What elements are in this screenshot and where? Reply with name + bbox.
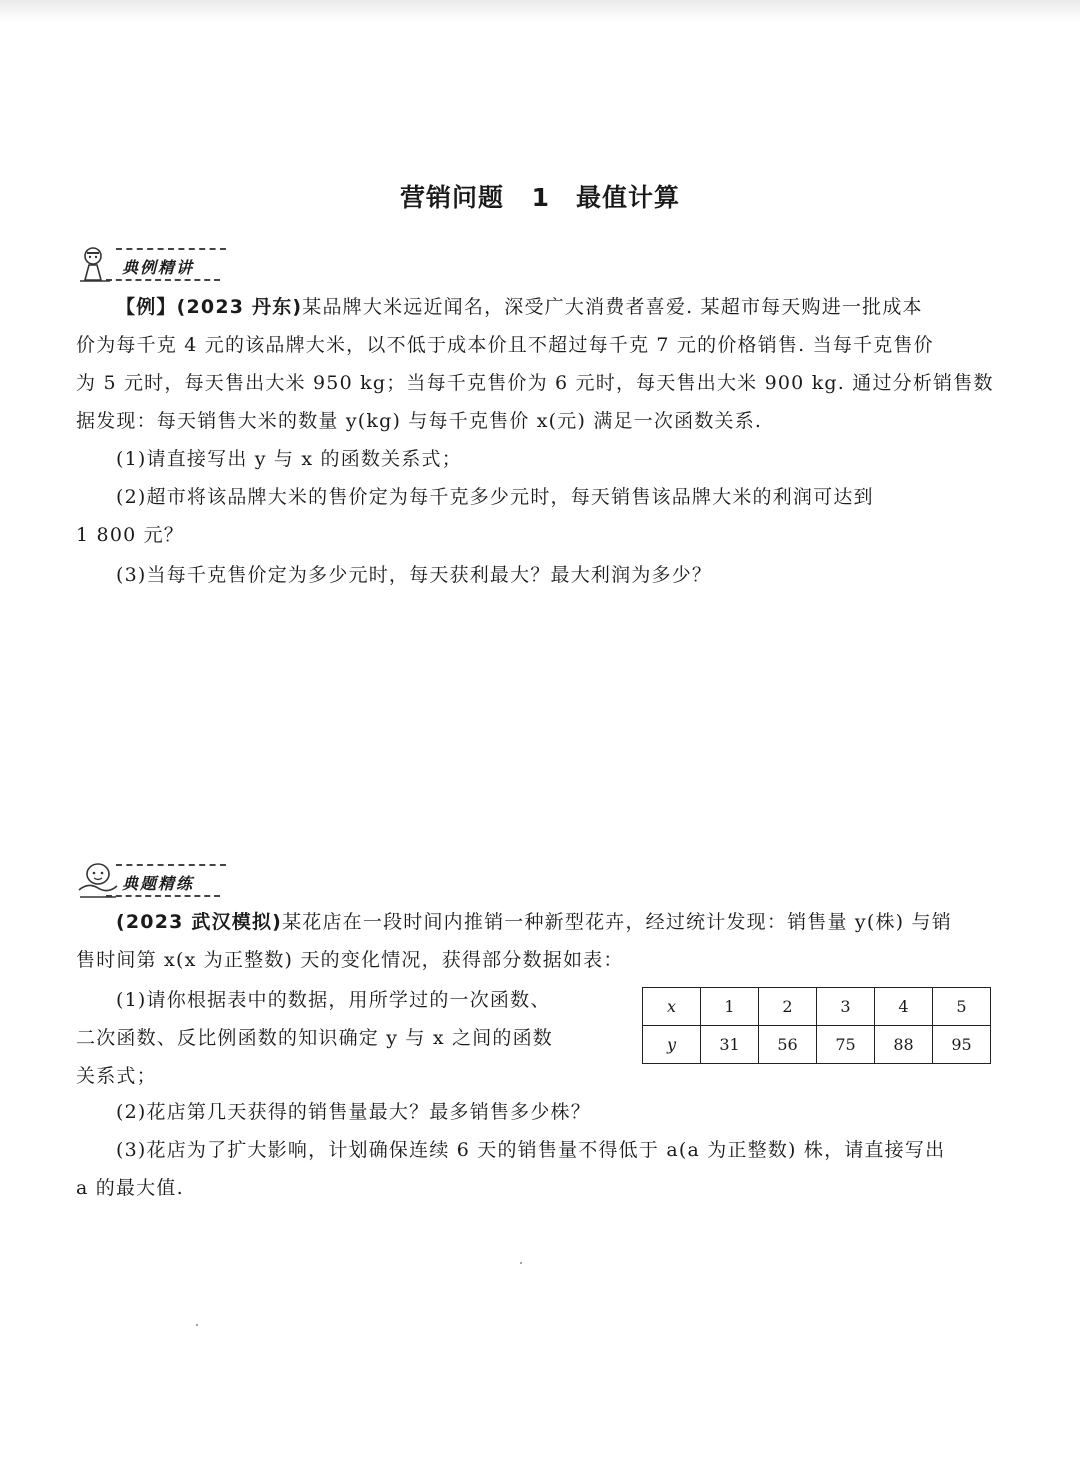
table-cell: 4 (875, 988, 933, 1026)
practice-question-2: (2)花店第几天获得的销售量最大？最多销售多少株？ (116, 1101, 591, 1123)
table-cell: 5 (933, 988, 991, 1026)
example-line-2: 价为每千克 4 元的该品牌大米，以不低于成本价且不超过每千克 7 元的价格销售. 当每千克售价 (76, 334, 934, 356)
practice-question-3 (76, 1131, 994, 1207)
badge-label: 典题精练 (122, 874, 195, 893)
practice-question-1 (76, 981, 616, 1095)
example-question-1: (1)请直接写出 y 与 x 的函数关系式； (116, 448, 462, 470)
practice-question-1-line-2: 二次函数、反比例函数的知识确定 y 与 x 之间的函数 (76, 1027, 554, 1049)
table-cell: 1 (701, 988, 759, 1026)
badge-dash-top (116, 864, 226, 866)
practice-paragraph (76, 903, 994, 979)
practice-question-1-line-3: 关系式； (76, 1065, 157, 1087)
scan-speck (196, 1324, 198, 1326)
table-cell: 95 (933, 1026, 991, 1064)
table-row-x (643, 988, 991, 1026)
practice-question-1-line-1: (1)请你根据表中的数据，用所学过的一次函数、 (116, 989, 551, 1011)
top-shadow (0, 0, 1080, 22)
practice-question-3-line-1: (3)花店为了扩大影响，计划确保连续 6 天的销售量不得低于 a(a 为正整数) 株，请直接写出 (116, 1139, 946, 1161)
example-question-2-line-1: (2)超市将该品牌大米的售价定为每千克多少元时，每天销售该品牌大米的利润可达到 (116, 486, 874, 508)
example-paragraph (76, 288, 994, 440)
table-cell: 56 (759, 1026, 817, 1064)
student-mascot-icon (76, 860, 120, 900)
practice-source: (2023 武汉模拟) (116, 911, 283, 933)
badge-label: 典例精讲 (122, 258, 195, 277)
example-line-1 (76, 288, 994, 326)
example-question-3: (3)当每千克售价定为多少元时，每天获利最大？最大利润为多少？ (116, 564, 713, 586)
table-row-y (643, 1026, 991, 1064)
teacher-mascot-icon (76, 244, 116, 284)
badge-dash-bottom (106, 895, 220, 897)
example-line-3: 为 5 元时，每天售出大米 950 kg；当每千克售价为 6 元时，每天售出大米 900 kg. 通过分析销售数 (76, 372, 994, 394)
section-badge-practice (76, 860, 226, 900)
practice-line-1 (76, 903, 994, 941)
table-cell: 31 (701, 1026, 759, 1064)
table-cell: 2 (759, 988, 817, 1026)
page-title: 营销问题 1 最值计算 (399, 183, 681, 212)
practice-question-3-line-2: a 的最大值. (76, 1177, 184, 1199)
example-question-2-line-2: 1 800 元？ (76, 524, 185, 546)
example-text: 某品牌大米远近闻名，深受广大消费者喜爱. 某超市每天购进一批成本 (302, 296, 923, 318)
section-badge-example (76, 244, 226, 284)
badge-dash-bottom (106, 279, 220, 281)
practice-line-2: 售时间第 x(x 为正整数) 天的变化情况，获得部分数据如表： (76, 949, 624, 971)
example-question-2 (76, 478, 994, 554)
example-line-4: 据发现：每天销售大米的数量 y(kg) 与每千克售价 x(元) 满足一次函数关系. (76, 410, 763, 432)
table-cell: 75 (817, 1026, 875, 1064)
example-tag: 【例】 (116, 296, 177, 318)
example-source: (2023 丹东) (176, 296, 303, 318)
table-header-x: x (643, 988, 701, 1026)
scan-speck (520, 1262, 522, 1264)
practice-text: 某花店在一段时间内推销一种新型花卉，经过统计发现：销售量 y(株) 与销 (282, 911, 952, 933)
data-table (642, 987, 991, 1064)
table-header-y: y (643, 1026, 701, 1064)
table-cell: 88 (875, 1026, 933, 1064)
table-cell: 3 (817, 988, 875, 1026)
badge-dash-top (116, 248, 226, 250)
